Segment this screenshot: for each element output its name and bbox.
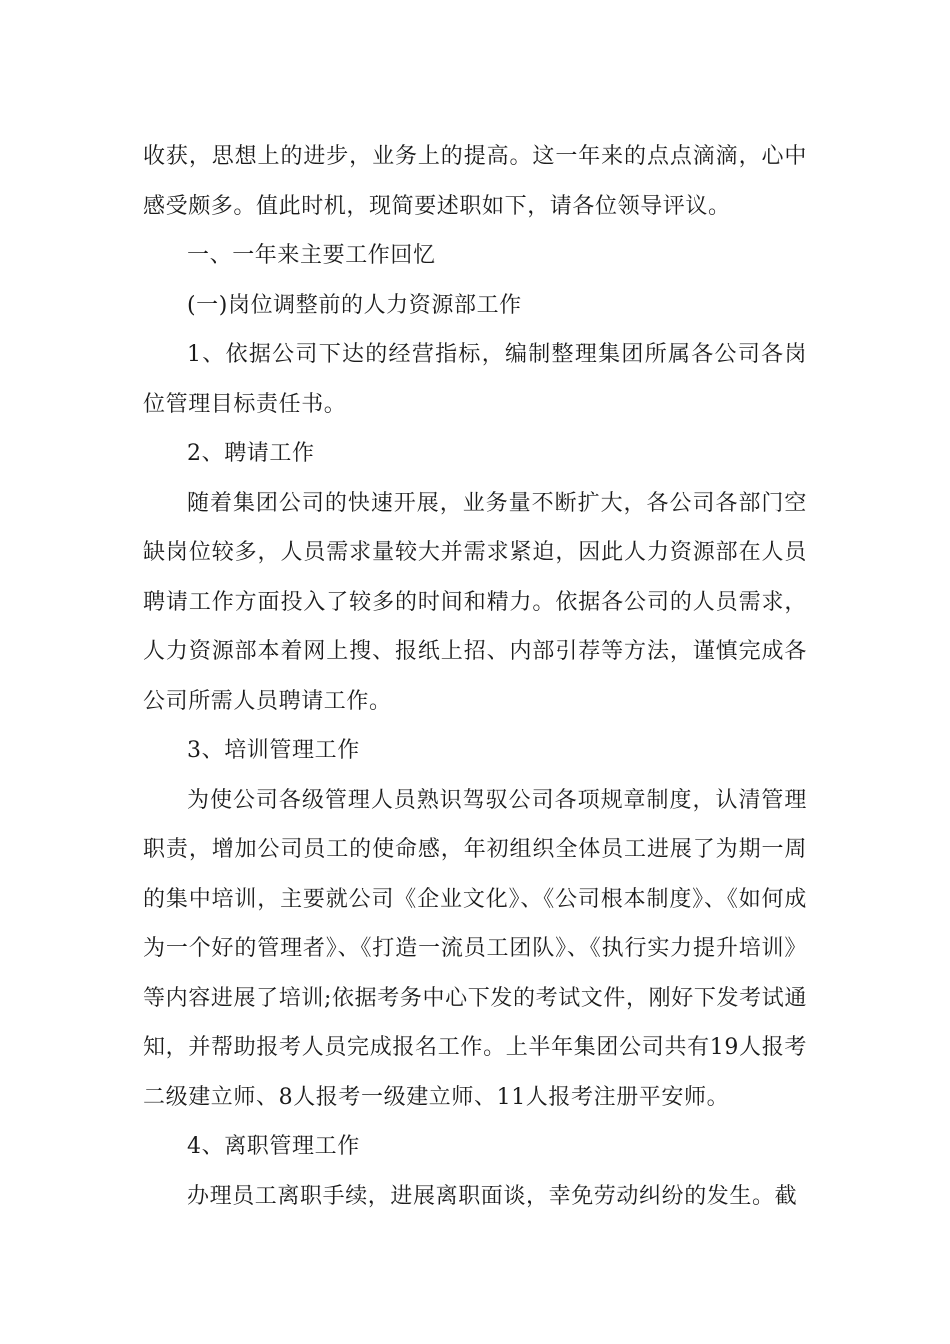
resignation-paragraph: 办理员工离职手续，进展离职面谈，幸免劳动纠纷的发生。截 (187, 1183, 798, 1209)
item-3-heading: 3、培训管理工作 (187, 738, 360, 763)
training-paragraph: 为使公司各级管理人员熟识驾驭公司各项规章制度，认清管理职责，增加公司员工的使命感，年初组织全体员工进展了为期一周的集中培训，主要就公司《企业文化》、《公司根本制度》、《如何成为一个好的管理者》、《打造一流员工团队》、《执行实力提升培训》等内容进展了培训;依据考务中心下发的考试文件，刚好下发考试通知，并帮助报考人员完成报名工作。上半年集团公司共有19人报考二级建立师、8人报考一级建立师、11人报考注册平安师。 (143, 787, 807, 1110)
recruitment-paragraph: 随着集团公司的快速开展，业务量不断扩大，各公司各部门空缺岗位较多，人员需求量较大并需求紧迫，因此人力资源部在人员聘请工作方面投入了较多的时间和精力。依据各公司的人员需求，人力资源部本着网上搜、报纸上招、内部引荐等方法，谨慎完成各公司所需人员聘请工作。 (143, 490, 807, 714)
item-1-paragraph: 1、依据公司下达的经营指标，编制整理集团所属各公司各岗位管理目标责任书。 (143, 342, 807, 417)
item-2-heading: 2、聘请工作 (187, 441, 315, 466)
item-4-heading: 4、离职管理工作 (187, 1134, 360, 1159)
section-heading: 一、一年来主要工作回忆 (187, 243, 436, 268)
paragraph-continuation: 收获，思想上的进步，业务上的提高。这一年来的点点滴滴，心中感受颇多。值此时机，现简要述职如下，请各位领导评议。 (143, 144, 807, 219)
subsection-heading: (一)岗位调整前的人力资源部工作 (187, 292, 522, 318)
document-body (143, 132, 807, 1221)
